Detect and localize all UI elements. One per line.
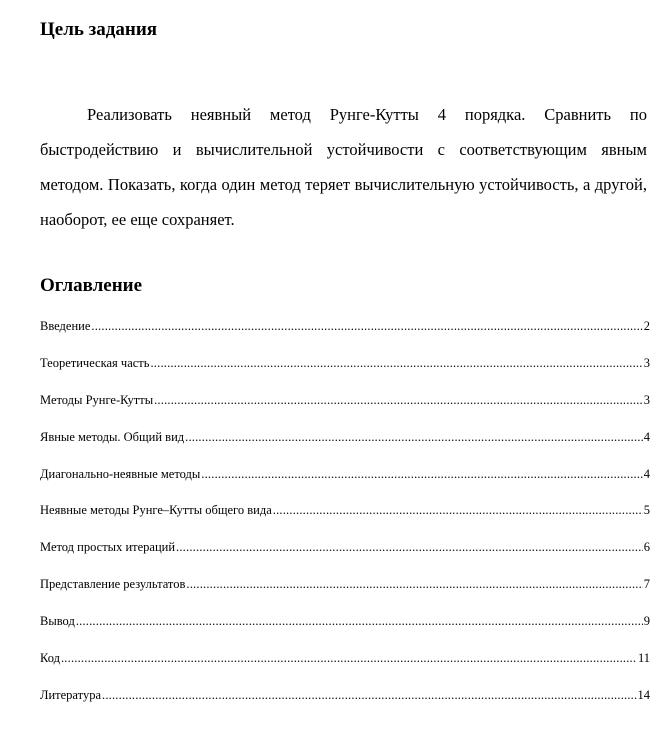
toc-entry-title: Неявные методы Рунге–Кутты общего вида bbox=[40, 503, 272, 518]
toc-dot-leader bbox=[102, 687, 637, 703]
toc-entry-title: Диагонально-неявные методы bbox=[40, 466, 201, 481]
toc-page-number: 14 bbox=[637, 687, 650, 702]
toc-dot-leader bbox=[273, 502, 643, 518]
toc-entry-title: Методы Рунге-Кутты bbox=[40, 392, 154, 407]
toc-entry-literature[interactable] bbox=[40, 687, 650, 724]
toc-page-number: 4 bbox=[643, 429, 650, 444]
toc-entry-title: Литература bbox=[40, 687, 101, 702]
toc-page-number: 3 bbox=[643, 392, 650, 407]
toc-entry-title: Код bbox=[40, 651, 60, 666]
toc-dot-leader bbox=[176, 539, 643, 555]
toc-dot-leader bbox=[154, 392, 643, 408]
toc-entry-introduction[interactable] bbox=[40, 318, 650, 355]
toc-dot-leader bbox=[185, 429, 643, 445]
toc-entry-conclusion[interactable] bbox=[40, 613, 650, 650]
toc-entry-general-implicit[interactable] bbox=[40, 502, 650, 539]
toc-page-number: 11 bbox=[637, 651, 650, 666]
toc-page-number: 5 bbox=[643, 503, 650, 518]
toc-page-number: 4 bbox=[643, 466, 650, 481]
toc-entry-runge-kutta-methods[interactable] bbox=[40, 392, 650, 429]
toc-entry-title: Введение bbox=[40, 319, 91, 333]
toc-dot-leader bbox=[61, 650, 637, 666]
toc-dot-leader bbox=[91, 318, 642, 334]
toc-page-number: 7 bbox=[643, 577, 650, 592]
toc-entry-theory[interactable] bbox=[40, 355, 650, 392]
toc-page-number: 3 bbox=[643, 355, 650, 370]
toc-dot-leader bbox=[150, 355, 642, 371]
toc-entry-title: Теоретическая часть bbox=[40, 355, 150, 370]
toc-entry-title: Метод простых итераций bbox=[40, 540, 176, 555]
toc-entry-title: Представление результатов bbox=[40, 577, 186, 592]
toc-heading: Оглавление bbox=[40, 275, 143, 296]
goal-paragraph: Реализовать неявный метод Рунге-Кутты 4 порядка. Сравнить по быстродействию и вычислительной устойчивости с соответствующим явным методом. Показать, когда один метод теряет вычислительную устойчивость, а другой, наоборот, ее еще сохраняет. bbox=[40, 105, 647, 229]
toc-dot-leader bbox=[186, 576, 642, 592]
toc-entry-simple-iteration[interactable] bbox=[40, 539, 650, 576]
toc-entry-diagonally-implicit[interactable] bbox=[40, 466, 650, 503]
toc-page-number: 6 bbox=[643, 540, 650, 555]
toc-entry-code[interactable] bbox=[40, 650, 650, 687]
toc-dot-leader bbox=[76, 613, 643, 629]
toc-page-number: 2 bbox=[643, 319, 650, 333]
goal-heading: Цель задания bbox=[40, 19, 158, 40]
toc-entry-explicit-methods[interactable] bbox=[40, 429, 650, 466]
toc-entry-results[interactable] bbox=[40, 576, 650, 613]
toc-entry-title: Вывод bbox=[40, 614, 75, 629]
toc-entry-title: Явные методы. Общий вид bbox=[40, 429, 185, 444]
toc-page-number: 9 bbox=[643, 614, 650, 629]
toc-dot-leader bbox=[201, 466, 642, 482]
table-of-contents bbox=[40, 318, 650, 724]
